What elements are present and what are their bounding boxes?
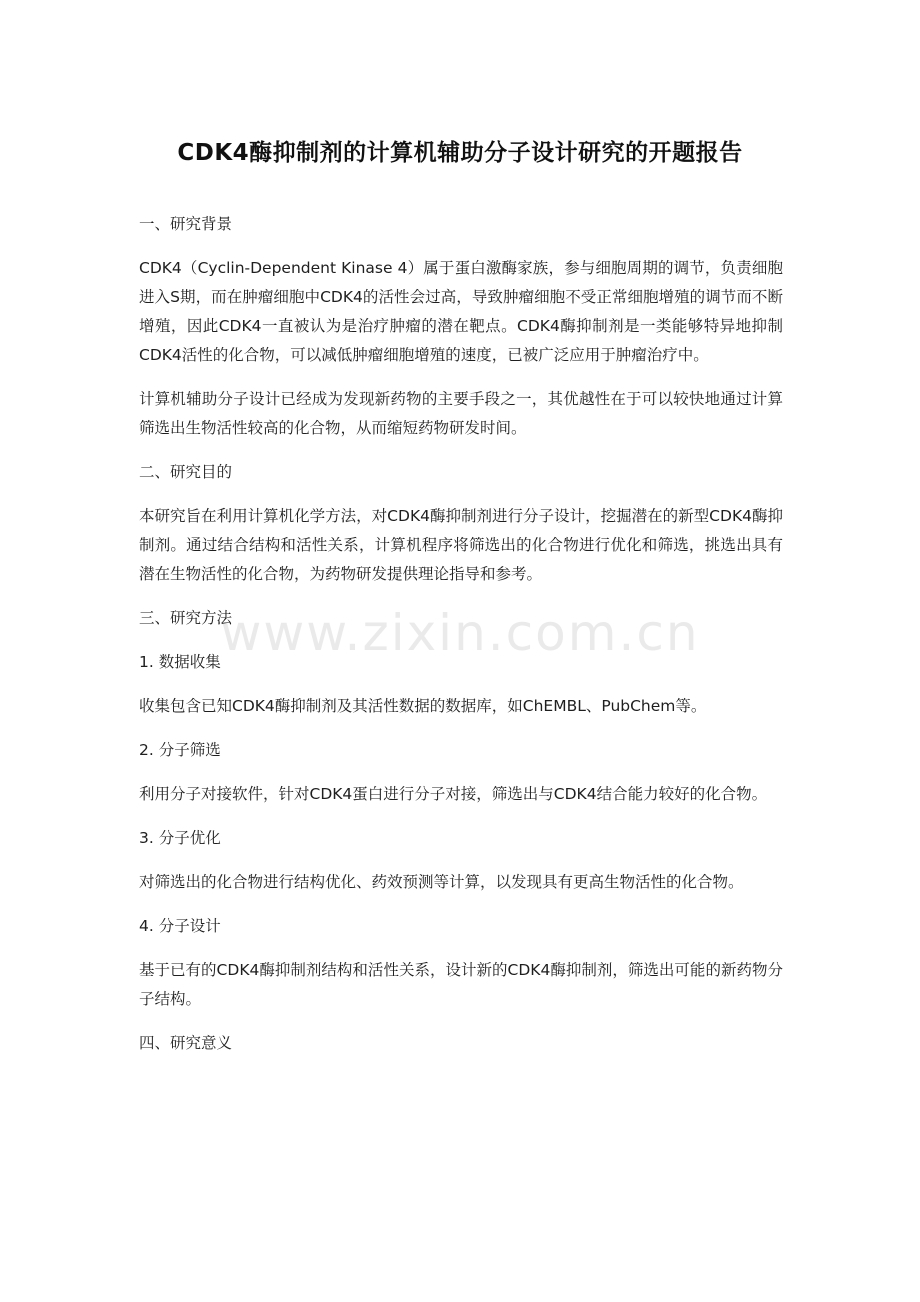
section-heading-methods: 三、研究方法 bbox=[139, 609, 233, 627]
paragraph-molecular-design: 基于已有的CDK4酶抑制剂结构和活性关系，设计新的CDK4酶抑制剂，筛选出可能的新药物分子结构。 bbox=[139, 961, 783, 1008]
section-heading-background: 一、研究背景 bbox=[139, 215, 233, 233]
paragraph-purpose: 本研究旨在利用计算机化学方法，对CDK4酶抑制剂进行分子设计，挖掘潜在的新型CDK4酶抑制剂。通过结合结构和活性关系，计算机程序将筛选出的化合物进行优化和筛选，挑选出具有潜在生物活性的化合物，为药物研发提供理论指导和参考。 bbox=[139, 507, 783, 583]
watermark: www.zixin.com.cn bbox=[220, 604, 700, 662]
subheading-molecular-screening: 2. 分子筛选 bbox=[139, 741, 221, 759]
section-heading-significance: 四、研究意义 bbox=[139, 1034, 233, 1052]
paragraph-data-collection: 收集包含已知CDK4酶抑制剂及其活性数据的数据库，如ChEMBL、PubChem等。 bbox=[139, 697, 707, 715]
paragraph-background-2: 计算机辅助分子设计已经成为发现新药物的主要手段之一，其优越性在于可以较快地通过计算筛选出生物活性较高的化合物，从而缩短药物研发时间。 bbox=[139, 390, 783, 437]
subheading-data-collection: 1. 数据收集 bbox=[139, 653, 221, 671]
section-heading-purpose: 二、研究目的 bbox=[139, 463, 233, 481]
paragraph-molecular-optimization: 对筛选出的化合物进行结构优化、药效预测等计算，以发现具有更高生物活性的化合物。 bbox=[139, 873, 744, 891]
subheading-molecular-optimization: 3. 分子优化 bbox=[139, 829, 221, 847]
paragraph-molecular-screening: 利用分子对接软件，针对CDK4蛋白进行分子对接，筛选出与CDK4结合能力较好的化合物。 bbox=[139, 785, 768, 803]
subheading-molecular-design: 4. 分子设计 bbox=[139, 917, 221, 935]
document-body bbox=[139, 210, 783, 1073]
document-title: CDK4酶抑制剂的计算机辅助分子设计研究的开题报告 bbox=[177, 140, 743, 166]
paragraph-background-1: CDK4（Cyclin-Dependent Kinase 4）属于蛋白激酶家族，参与细胞周期的调节，负责细胞进入S期，而在肿瘤细胞中CDK4的活性会过高，导致肿瘤细胞不受正常细胞增殖的调节而不断增殖，因此CDK4一直被认为是治疗肿瘤的潜在靶点。CDK4酶抑制剂是一类能够特异地抑制CDK4活性的化合物，可以减低肿瘤细胞增殖的速度，已被广泛应用于肿瘤治疗中。 bbox=[139, 259, 783, 364]
